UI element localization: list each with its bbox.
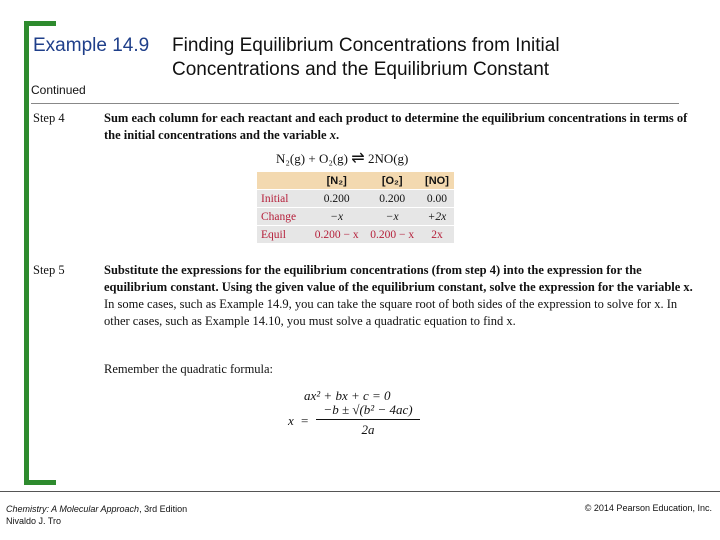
ice-table-header [257,172,454,190]
reactant-n2: N₂(g) [276,151,306,166]
green-bracket-top [24,21,56,26]
quadratic-intro: Remember the quadratic formula: [104,362,274,376]
book-title: Chemistry: A Molecular Approach [6,504,140,514]
ice-cell: −x [364,208,419,226]
ice-row-change [257,208,454,226]
continued-label: Continued [31,83,86,97]
quadratic-fraction [316,402,420,438]
ice-row-label: Change [257,208,309,226]
ice-cell: 0.200 − x [364,226,419,244]
ice-cell: +2x [420,208,454,226]
step-4-label: Step 4 [33,111,65,125]
quadratic-denominator: 2a [361,422,375,437]
footer-citation [6,503,187,527]
ice-row-label: Equil [257,226,309,244]
ice-header-blank [257,172,309,190]
quadratic-lhs: x [288,413,294,428]
equilibrium-arrow-icon: ⇌ [351,150,365,167]
ice-row-label: Initial [257,190,309,208]
ice-table [257,172,454,244]
ice-header-no: [NO] [420,172,454,190]
ice-header-o2: [O₂] [364,172,419,190]
step-5-text: Substitute the expressions for the equilibrium concentrations (from step 4) into the expression for the equilibrium constant. Using the given value of the equilibrium constant, solve the expression for the variable x. In some cases, such as Example 14.9, you can take the square root of both sides of the expression to solve for x. In other cases, such as Example 14.10, you must solve a quadratic equation to find x. [104,263,693,328]
reactant-o2: O₂(g) [318,151,349,166]
book-edition: , 3rd Edition [139,504,188,514]
example-number: Example 14.9 [33,35,150,56]
title-line-1: Finding Equilibrium Concentrations from Initial [172,35,560,56]
title-line-2: Concentrations and the Equilibrium Constant [172,59,550,80]
ice-cell: 0.200 − x [309,226,364,244]
quadratic-equals: = [301,413,309,428]
step-4-text: Sum each column for each reactant and each product to determine the equilibrium concentrations in terms of the initial concentrations and the variable x. [104,111,688,142]
quadratic-numerator: −b ± √(b² − 4ac) [316,402,420,420]
green-bracket-vertical [24,21,29,485]
step-5-label: Step 5 [33,263,65,277]
ice-row-equil [257,226,454,244]
product-no: 2NO(g) [367,151,409,166]
book-author: Nivaldo J. Tro [6,516,62,526]
footer-divider [0,491,720,492]
ice-cell: 0.200 [309,190,364,208]
ice-cell: 0.00 [420,190,454,208]
ice-cell: 0.200 [364,190,419,208]
header-divider [31,103,679,104]
ice-cell: −x [309,208,364,226]
footer-copyright: © 2014 Pearson Education, Inc. [584,503,712,513]
plus-sign: + [308,151,316,166]
ice-header-n2: [N₂] [309,172,364,190]
ice-cell: 2x [420,226,454,244]
reaction-equation [276,148,408,168]
quadratic-equation: ax² + bx + c = 0 [304,388,391,403]
green-bracket-bottom [24,480,56,485]
ice-row-initial [257,190,454,208]
